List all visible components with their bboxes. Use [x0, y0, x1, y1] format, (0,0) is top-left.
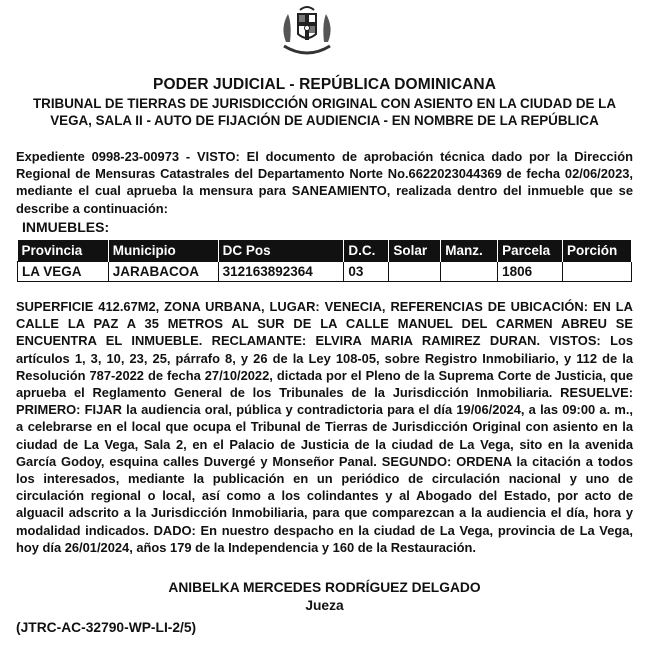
intro-paragraph: Expediente 0998-23-00973 - VISTO: El documento de aprobación técnica dado por la Dirección Regional de Mensuras Catastrales del Departamento Norte No.6622023044369 de fecha 02/06/2023, mediante el cual aprueba la mensura para SANEAMIENTO, realizada dentro del inmueble que se describe a continuación:	[16, 149, 633, 216]
cell-parcela: 1806	[498, 262, 563, 282]
coat-of-arms-seal	[278, 2, 336, 60]
cell-municipio: JARABACOA	[108, 262, 218, 282]
cell-provincia: LA VEGA	[18, 262, 109, 282]
reference-code: (JTRC-AC-32790-WP-LI-2/5)	[16, 620, 197, 635]
body-paragraph: SUPERFICIE 412.67M2, ZONA URBANA, LUGAR: VENECIA, REFERENCIAS DE UBICACIÓN: EN LA CALLE LA PAZ A 35 METROS AL SUR DE LA CALLE MANUEL DEL CARMEN ABREU SE ENCUENTRA EL INMUEBLE. RECLAMANTE: ELVIRA MARIA RAMIREZ DURAN. VISTOS: Los artículos 1, 3, 10, 23, 25, párrafo 8, y 26 de la Ley 108-05, sobre Registro Inmobiliario, y 112 de la Resolución 787-2022 de fecha 27/10/2022, dictada por el Pleno de la Suprema Corte de Justicia, que aprueba el Reglamento General de los Tribunales de la Jurisdicción Inmobiliaria. RESUELVE: PRIMERO: FIJAR la audiencia oral, pública y contradictoria para el día 19/06/2024, a las 09:00 a. m., a celebrarse en el local que ocupa el Tribunal de Tierras de Jurisdicción Original con asiento en la ciudad de La Vega, Sala 2, en el Palacio de Justicia de la ciudad de La Vega, sito en la avenida García Godoy, esquina calles Duvergé y Monseñor Panal. SEGUNDO: ORDENA la citación a todos los interesados, mediante la publicación en un periódico de circulación nacional y uno de circulación regional o local, así como a los colindantes y al Abogado del Estado, por acto de alguacil adscrito a la Jurisdicción Inmobiliaria, para que comparezcan a la audiencia el día, hora y modalidad indicados. DADO: En nuestro despacho en la ciudad de La Vega, provincia de La Vega, hoy día 26/01/2024, años 179 de la Independencia y 160 de la Restauración.	[16, 299, 633, 555]
property-table	[17, 240, 632, 282]
inmuebles-label: INMUEBLES:	[22, 219, 110, 235]
header-solar: Solar	[389, 240, 441, 262]
header-provincia: Provincia	[18, 240, 109, 262]
header-dc-pos: DC Pos	[218, 240, 344, 262]
cell-solar	[389, 262, 441, 282]
table-row	[18, 262, 632, 282]
header-parcela: Parcela	[498, 240, 563, 262]
header-dc: D.C.	[344, 240, 389, 262]
judge-name: ANIBELKA MERCEDES RODRÍGUEZ DELGADO	[168, 580, 481, 595]
cell-dc: 03	[344, 262, 389, 282]
cell-porcion	[563, 262, 632, 282]
header-manzana: Manz.	[441, 240, 498, 262]
cell-manzana	[441, 262, 498, 282]
table-header-row	[18, 240, 632, 262]
header-porcion: Porción	[563, 240, 632, 262]
cell-dc-pos: 312163892364	[218, 262, 344, 282]
court-subtitle: TRIBUNAL DE TIERRAS DE JURISDICCIÓN ORIGINAL CON ASIENTO EN LA CIUDAD DE LA VEGA, SALA II - AUTO DE FIJACIÓN DE AUDIENCIA - EN NOMBRE DE LA REPÚBLICA	[32, 96, 617, 128]
judge-role: Jueza	[305, 598, 344, 613]
document-title: PODER JUDICIAL - REPÚBLICA DOMINICANA	[153, 76, 496, 93]
header-municipio: Municipio	[108, 240, 218, 262]
